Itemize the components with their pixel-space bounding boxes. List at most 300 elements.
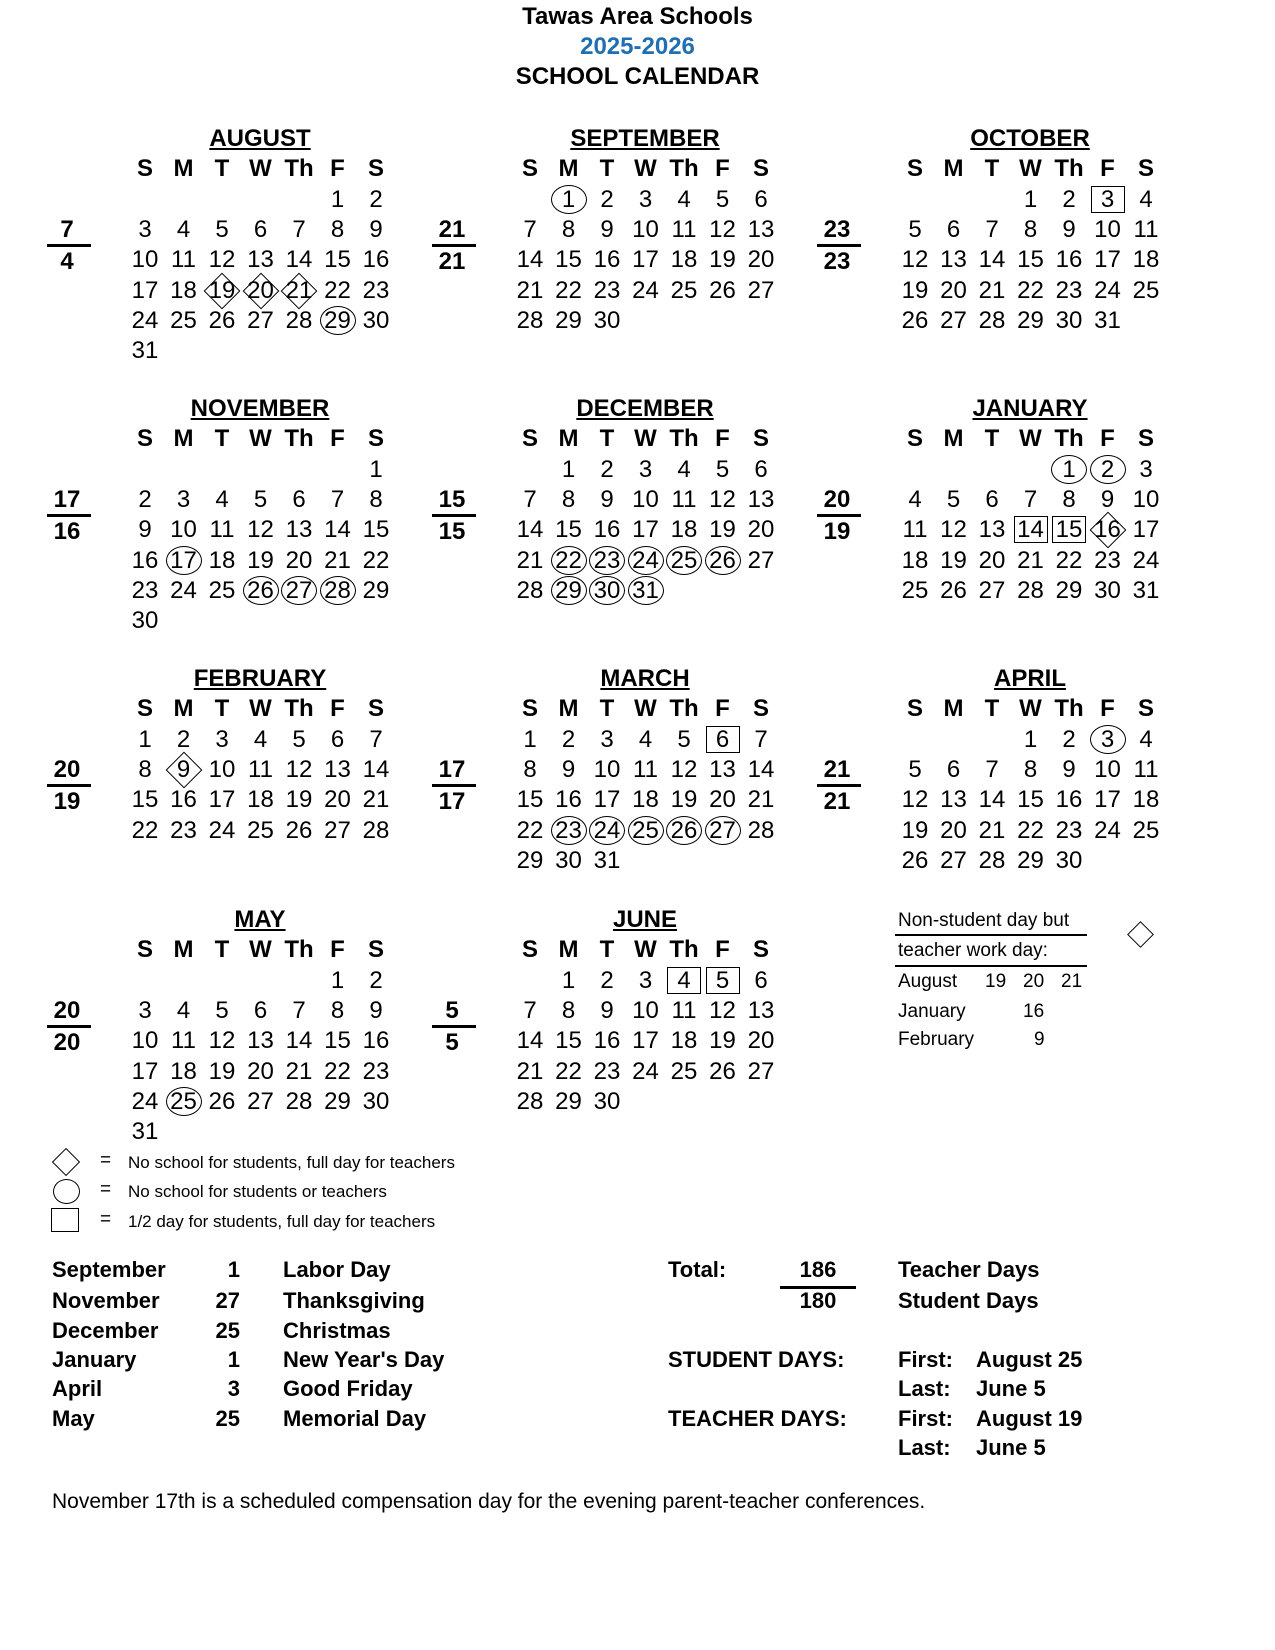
day-cell: 9 xyxy=(600,997,614,1025)
weekday-header: T xyxy=(984,425,1000,452)
diamond-icon xyxy=(52,1148,80,1176)
teacher-last-label: Last: xyxy=(898,1435,951,1460)
weekday-header: M xyxy=(558,695,579,722)
day-cell: 28 xyxy=(1017,576,1044,604)
day-cell: 31 xyxy=(1094,306,1121,334)
day-cell: 1 xyxy=(369,456,383,483)
weekday-header: S xyxy=(367,695,384,722)
day-cell: 8 xyxy=(138,756,152,784)
day-cell: 2 xyxy=(176,726,191,753)
day-cell: 30 xyxy=(1094,576,1121,604)
day-cell: 9 xyxy=(369,997,383,1025)
day-cell: 8 xyxy=(1023,216,1038,244)
day-cell: 2 xyxy=(1100,456,1115,483)
day-cell: 25 xyxy=(670,1057,698,1085)
day-cell: 10 xyxy=(208,756,236,784)
weekday-header: S xyxy=(521,936,538,963)
weekday-header: S xyxy=(521,695,538,722)
teacher-last-date: June 5 xyxy=(976,1435,1046,1460)
holiday-month: January xyxy=(52,1347,137,1372)
day-cell: 22 xyxy=(1017,276,1044,304)
day-cell: 7 xyxy=(330,486,345,514)
day-cell: 5 xyxy=(715,186,730,213)
day-cell: 16 xyxy=(593,246,621,274)
day-cell: 29 xyxy=(1055,576,1083,604)
day-cell: 4 xyxy=(677,456,691,483)
day-cell: 26 xyxy=(709,546,736,574)
month-day-count: 17 xyxy=(438,788,466,815)
day-cell: 15 xyxy=(1055,516,1083,544)
day-cell: 3 xyxy=(215,726,229,753)
student-days-heading: STUDENT DAYS: xyxy=(668,1347,845,1372)
day-cell: 18 xyxy=(247,786,274,814)
day-cell: 14 xyxy=(362,756,390,784)
student-first-label: First: xyxy=(898,1347,953,1372)
weekday-header: Th xyxy=(669,936,699,963)
weekday-header: S xyxy=(367,425,384,452)
day-cell: 29 xyxy=(324,1087,351,1115)
day-cell: 31 xyxy=(632,576,659,604)
day-cell: 24 xyxy=(1094,816,1121,844)
day-cell: 16 xyxy=(131,546,159,574)
holiday-month: December xyxy=(52,1318,159,1343)
day-cell: 11 xyxy=(633,756,658,784)
day-cell: 24 xyxy=(632,276,659,304)
day-cell: 24 xyxy=(632,546,659,574)
day-cell: 3 xyxy=(638,186,653,213)
day-cell: 13 xyxy=(747,486,775,514)
day-cell: 12 xyxy=(208,246,236,274)
day-cell: 13 xyxy=(978,516,1006,544)
day-cell: 27 xyxy=(940,306,967,334)
weekday-header: W xyxy=(634,155,657,182)
day-cell: 8 xyxy=(523,756,537,784)
day-cell: 29 xyxy=(555,576,582,604)
day-cell: 14 xyxy=(1017,516,1044,544)
month-name: SEPTEMBER xyxy=(570,125,720,152)
weekday-header: T xyxy=(214,695,230,722)
day-cell: 19 xyxy=(285,786,313,814)
day-cell: 25 xyxy=(170,306,197,334)
day-cell: 12 xyxy=(247,516,274,544)
square-icon xyxy=(51,1208,79,1232)
weekday-header: S xyxy=(367,155,384,182)
month-day-count: 19 xyxy=(823,518,851,545)
day-cell: 9 xyxy=(600,216,614,244)
day-cell: 16 xyxy=(1055,246,1083,274)
day-cell: 15 xyxy=(324,1027,351,1055)
day-cell: 29 xyxy=(324,306,351,334)
day-cell: 23 xyxy=(170,816,197,844)
day-cell: 18 xyxy=(670,516,698,544)
day-cell: 14 xyxy=(516,246,544,274)
legend-text: 1/2 day for students, full day for teachers xyxy=(128,1212,436,1231)
day-cell: 22 xyxy=(324,1057,351,1085)
student-days-total: 180 xyxy=(799,1288,837,1313)
day-cell: 3 xyxy=(176,486,191,514)
weekday-header: F xyxy=(1100,425,1115,452)
month-day-count: 4 xyxy=(60,248,74,275)
day-cell: 2 xyxy=(600,186,614,213)
day-cell: 18 xyxy=(170,1057,197,1085)
weekday-header: W xyxy=(634,695,657,722)
day-cell: 9 xyxy=(600,486,614,514)
day-cell: 6 xyxy=(985,486,999,514)
day-cell: 21 xyxy=(747,786,775,814)
day-cell: 17 xyxy=(1094,786,1121,814)
day-cell: 19 xyxy=(709,1027,736,1055)
workday-day: 16 xyxy=(1023,1001,1045,1022)
day-cell: 3 xyxy=(638,456,653,483)
day-cell: 22 xyxy=(1017,816,1044,844)
weekday-header: S xyxy=(906,695,923,722)
day-cell: 9 xyxy=(1062,756,1076,784)
day-cell: 18 xyxy=(1132,246,1160,274)
day-cell: 3 xyxy=(1100,726,1115,753)
weekday-header: T xyxy=(984,695,1000,722)
day-cell: 1 xyxy=(523,726,537,753)
school-year: 2025-2026 xyxy=(580,33,695,60)
day-cell: 22 xyxy=(362,546,390,574)
day-cell: 20 xyxy=(247,276,274,304)
day-cell: 6 xyxy=(754,456,768,483)
month-day-count: 17 xyxy=(438,756,466,783)
day-cell: 8 xyxy=(561,486,576,514)
day-cell: 15 xyxy=(324,246,351,274)
day-cell: 13 xyxy=(747,997,775,1025)
day-cell: 19 xyxy=(709,246,736,274)
month-name: DECEMBER xyxy=(576,395,714,422)
day-cell: 16 xyxy=(362,246,390,274)
day-cell: 12 xyxy=(901,786,929,814)
day-cell: 28 xyxy=(516,1087,544,1115)
day-cell: 9 xyxy=(561,756,576,784)
count-divider xyxy=(817,244,861,247)
day-cell: 10 xyxy=(632,997,659,1025)
weekday-header: W xyxy=(249,155,272,182)
day-cell: 7 xyxy=(754,726,768,753)
day-cell: 20 xyxy=(747,1027,775,1055)
weekday-header: M xyxy=(173,936,194,963)
day-cell: 11 xyxy=(171,1027,196,1055)
day-cell: 12 xyxy=(901,246,929,274)
day-cell: 11 xyxy=(171,246,196,274)
day-cell: 27 xyxy=(247,306,274,334)
day-cell: 14 xyxy=(978,786,1006,814)
weekday-header: S xyxy=(136,936,153,963)
weekday-header: Th xyxy=(669,695,699,722)
day-cell: 5 xyxy=(215,216,229,244)
day-cell: 22 xyxy=(555,276,582,304)
weekday-header: Th xyxy=(1054,425,1084,452)
day-cell: 20 xyxy=(747,516,775,544)
legend-eq: = xyxy=(100,1150,112,1171)
day-cell: 13 xyxy=(247,246,274,274)
day-cell: 4 xyxy=(677,186,691,213)
day-cell: 22 xyxy=(555,546,582,574)
count-divider xyxy=(817,784,861,787)
day-cell: 18 xyxy=(1132,786,1160,814)
day-cell: 28 xyxy=(285,306,313,334)
weekday-header: Th xyxy=(669,155,699,182)
weekday-header: M xyxy=(558,425,579,452)
day-cell: 13 xyxy=(285,516,313,544)
day-cell: 12 xyxy=(709,997,736,1025)
day-cell: 24 xyxy=(1094,276,1121,304)
day-cell: 26 xyxy=(208,306,236,334)
day-cell: 17 xyxy=(632,246,659,274)
day-cell: 21 xyxy=(285,276,313,304)
month-name: OCTOBER xyxy=(970,125,1090,152)
day-cell: 26 xyxy=(285,816,313,844)
day-cell: 29 xyxy=(1017,306,1044,334)
day-cell: 13 xyxy=(940,786,967,814)
day-cell: 29 xyxy=(555,1087,582,1115)
day-cell: 28 xyxy=(747,816,775,844)
day-cell: 1 xyxy=(1023,186,1038,213)
day-cell: 17 xyxy=(131,276,159,304)
day-cell: 13 xyxy=(747,216,775,244)
day-cell: 28 xyxy=(362,816,390,844)
day-cell: 23 xyxy=(1055,816,1083,844)
day-cell: 5 xyxy=(908,216,922,244)
day-cell: 26 xyxy=(670,816,698,844)
day-cell: 6 xyxy=(715,726,730,753)
day-cell: 8 xyxy=(561,997,576,1025)
day-cell: 27 xyxy=(978,576,1006,604)
month-name: JUNE xyxy=(612,906,678,933)
weekday-header: W xyxy=(1019,425,1042,452)
count-divider xyxy=(432,244,476,247)
day-cell: 28 xyxy=(324,576,351,604)
day-cell: 1 xyxy=(561,967,576,994)
day-cell: 5 xyxy=(253,486,268,514)
day-cell: 16 xyxy=(362,1027,390,1055)
day-cell: 4 xyxy=(1139,726,1153,753)
month-name: APRIL xyxy=(994,665,1066,692)
holiday-day: 3 xyxy=(227,1376,240,1401)
day-cell: 15 xyxy=(516,786,544,814)
workday-day: 9 xyxy=(1034,1029,1045,1050)
day-cell: 1 xyxy=(138,726,152,753)
weekday-header: S xyxy=(906,155,923,182)
day-cell: 1 xyxy=(330,186,345,213)
day-cell: 16 xyxy=(170,786,197,814)
day-cell: 20 xyxy=(747,246,775,274)
day-cell: 28 xyxy=(978,306,1006,334)
month-day-count: 15 xyxy=(438,518,466,545)
day-cell: 11 xyxy=(1133,756,1159,784)
student-days-label: Student Days xyxy=(898,1288,1039,1313)
day-cell: 6 xyxy=(754,186,768,213)
weekday-header: T xyxy=(599,155,615,182)
day-cell: 20 xyxy=(247,1057,274,1085)
day-cell: 8 xyxy=(330,997,345,1025)
day-cell: 12 xyxy=(670,756,698,784)
day-cell: 24 xyxy=(632,1057,659,1085)
day-cell: 30 xyxy=(555,846,582,874)
holiday-name: Labor Day xyxy=(283,1257,391,1282)
day-cell: 13 xyxy=(247,1027,274,1055)
weekday-header: Th xyxy=(284,155,314,182)
day-cell: 16 xyxy=(593,516,621,544)
day-cell: 19 xyxy=(901,276,929,304)
day-cell: 27 xyxy=(940,846,967,874)
weekday-header: W xyxy=(249,695,272,722)
workday-title-2: teacher work day: xyxy=(898,940,1048,961)
day-cell: 8 xyxy=(369,486,383,514)
count-divider xyxy=(47,244,91,247)
month-day-count: 20 xyxy=(53,1029,81,1056)
holiday-day: 1 xyxy=(227,1257,240,1282)
day-cell: 27 xyxy=(747,1057,775,1085)
day-cell: 22 xyxy=(1055,546,1083,574)
day-cell: 25 xyxy=(247,816,274,844)
weekday-header: M xyxy=(943,695,964,722)
day-cell: 18 xyxy=(632,786,659,814)
month-day-count: 21 xyxy=(823,788,851,815)
day-cell: 4 xyxy=(253,726,268,753)
day-cell: 17 xyxy=(131,1057,159,1085)
day-cell: 8 xyxy=(1023,756,1038,784)
holiday-month: May xyxy=(52,1406,95,1431)
weekday-header: F xyxy=(1100,155,1115,182)
day-cell: 5 xyxy=(677,726,691,753)
holiday-name: Memorial Day xyxy=(283,1406,427,1431)
day-cell: 10 xyxy=(170,516,197,544)
day-cell: 1 xyxy=(1062,456,1076,483)
weekday-header: Th xyxy=(284,425,314,452)
weekday-header: M xyxy=(943,155,964,182)
day-cell: 21 xyxy=(516,1057,544,1085)
month-day-count: 21 xyxy=(438,248,466,275)
day-cell: 30 xyxy=(131,607,159,634)
count-divider xyxy=(432,784,476,787)
day-cell: 30 xyxy=(593,306,621,334)
day-cell: 27 xyxy=(747,276,775,304)
day-cell: 2 xyxy=(369,186,383,213)
workday-month: January xyxy=(898,1001,966,1022)
day-cell: 30 xyxy=(362,306,390,334)
holiday-name: New Year's Day xyxy=(283,1347,445,1372)
day-cell: 30 xyxy=(593,576,621,604)
day-cell: 21 xyxy=(285,1057,313,1085)
day-cell: 23 xyxy=(1055,276,1083,304)
day-cell: 3 xyxy=(1139,456,1153,483)
weekday-header: S xyxy=(752,695,769,722)
day-cell: 10 xyxy=(1094,216,1121,244)
day-cell: 9 xyxy=(1062,216,1076,244)
day-cell: 22 xyxy=(131,816,159,844)
weekday-header: S xyxy=(906,425,923,452)
day-cell: 10 xyxy=(1094,756,1121,784)
day-cell: 24 xyxy=(131,1087,159,1115)
page-title: SCHOOL CALENDAR xyxy=(515,63,760,90)
total-label: Total: xyxy=(668,1257,727,1282)
day-cell: 1 xyxy=(561,186,576,213)
day-cell: 13 xyxy=(324,756,351,784)
day-cell: 21 xyxy=(516,546,544,574)
workday-month: February xyxy=(898,1029,975,1050)
weekday-header: S xyxy=(1137,695,1154,722)
day-cell: 18 xyxy=(670,1027,698,1055)
day-cell: 7 xyxy=(523,997,537,1025)
day-cell: 20 xyxy=(324,786,351,814)
day-cell: 2 xyxy=(1062,726,1076,753)
day-cell: 9 xyxy=(369,216,383,244)
month-day-count: 5 xyxy=(445,1029,459,1056)
weekday-header: S xyxy=(1137,425,1154,452)
weekday-header: Th xyxy=(669,425,699,452)
weekday-header: M xyxy=(558,155,579,182)
day-cell: 31 xyxy=(131,1118,159,1145)
day-cell: 7 xyxy=(292,216,306,244)
teacher-days-heading: TEACHER DAYS: xyxy=(668,1406,847,1431)
day-cell: 30 xyxy=(1055,846,1083,874)
day-cell: 29 xyxy=(1017,846,1044,874)
day-cell: 19 xyxy=(709,516,736,544)
day-cell: 16 xyxy=(1094,516,1121,544)
weekday-header: M xyxy=(173,155,194,182)
day-cell: 3 xyxy=(600,726,614,753)
day-cell: 16 xyxy=(593,1027,621,1055)
day-cell: 4 xyxy=(908,486,922,514)
day-cell: 5 xyxy=(715,967,730,994)
count-divider xyxy=(817,514,861,517)
day-cell: 11 xyxy=(671,216,697,244)
weekday-header: T xyxy=(599,425,615,452)
day-cell: 26 xyxy=(709,276,736,304)
day-cell: 13 xyxy=(940,246,967,274)
day-cell: 1 xyxy=(330,967,345,994)
day-cell: 20 xyxy=(285,546,313,574)
day-cell: 29 xyxy=(555,306,582,334)
weekday-header: T xyxy=(214,425,230,452)
day-cell: 26 xyxy=(940,576,967,604)
day-cell: 30 xyxy=(593,1087,621,1115)
day-cell: 22 xyxy=(555,1057,582,1085)
student-last-label: Last: xyxy=(898,1376,951,1401)
workday-day: 21 xyxy=(1061,971,1083,992)
weekday-header: S xyxy=(1137,155,1154,182)
day-cell: 28 xyxy=(285,1087,313,1115)
day-cell: 24 xyxy=(131,306,159,334)
holiday-name: Thanksgiving xyxy=(283,1288,425,1313)
day-cell: 19 xyxy=(208,1057,236,1085)
month-day-count: 5 xyxy=(445,997,459,1024)
day-cell: 4 xyxy=(1139,186,1153,213)
workday-day: 19 xyxy=(985,971,1007,992)
day-cell: 14 xyxy=(285,1027,313,1055)
weekday-header: M xyxy=(173,695,194,722)
day-cell: 14 xyxy=(978,246,1006,274)
day-cell: 23 xyxy=(131,576,159,604)
day-cell: 15 xyxy=(1017,246,1044,274)
day-cell: 4 xyxy=(215,486,229,514)
day-cell: 23 xyxy=(555,816,582,844)
day-cell: 18 xyxy=(208,546,236,574)
count-divider xyxy=(47,784,91,787)
day-cell: 8 xyxy=(330,216,345,244)
month-day-count: 21 xyxy=(438,216,466,243)
month-name: AUGUST xyxy=(209,125,311,152)
day-cell: 25 xyxy=(670,276,698,304)
day-cell: 12 xyxy=(285,756,313,784)
day-cell: 25 xyxy=(208,576,236,604)
day-cell: 24 xyxy=(593,816,621,844)
month-name: NOVEMBER xyxy=(190,395,330,422)
day-cell: 13 xyxy=(709,756,736,784)
